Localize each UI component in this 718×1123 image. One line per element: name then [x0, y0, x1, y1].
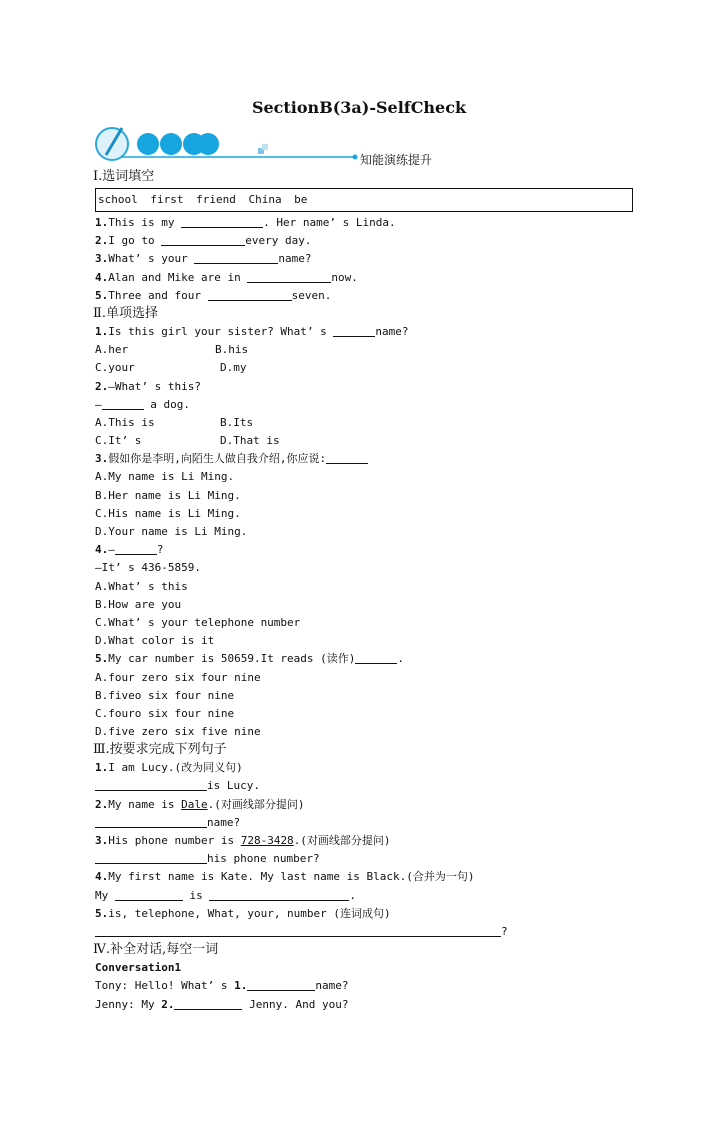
s2-q5: 5.My car number is 50659.It reads (读作) .: [95, 652, 405, 666]
s3-q2-answer: name?: [95, 814, 635, 832]
option-c[interactable]: C.It’ s: [95, 434, 142, 448]
answer-blank[interactable]: [355, 652, 397, 664]
answer-blank[interactable]: [95, 852, 207, 864]
option-b[interactable]: B.Its: [220, 415, 254, 429]
s2-q1-options-cd: [95, 359, 635, 377]
section-4-heading: Ⅳ.补全对话,每空一词: [93, 942, 219, 958]
answer-blank[interactable]: [247, 979, 315, 991]
s4-line-2: Jenny: My 2. Jenny. And you?: [95, 997, 349, 1011]
s2-q2-line2: — a dog.: [95, 397, 190, 411]
s1-item-3: 3.What’ s your name?: [95, 252, 312, 266]
answer-blank[interactable]: [95, 779, 207, 791]
option-c[interactable]: C.your: [95, 361, 135, 375]
answer-blank[interactable]: [208, 289, 292, 301]
answer-blank[interactable]: [102, 398, 144, 410]
option-a[interactable]: A.What’ s this: [95, 579, 188, 593]
answer-blank[interactable]: [326, 452, 368, 464]
s2-q2: 2.—What’ s this?: [95, 379, 201, 393]
worksheet: [95, 168, 635, 1014]
s3-q1-answer: is Lucy.: [95, 777, 635, 795]
option-b[interactable]: B.Her name is Li Ming.: [95, 488, 241, 502]
option-d[interactable]: D.Your name is Li Ming.: [95, 525, 248, 538]
option-c[interactable]: C.What’ s your telephone number: [95, 615, 301, 629]
option-b[interactable]: B.fiveo six four nine: [95, 688, 235, 702]
section-1-heading: Ⅰ.选词填空: [93, 169, 155, 184]
s2-q2-options-ab: [95, 414, 635, 432]
s4-line-1: Tony: Hello! What’ s 1. name?: [95, 979, 349, 993]
s3-q4-answer: My is .: [95, 888, 356, 902]
answer-blank[interactable]: [194, 252, 278, 264]
option-d[interactable]: D.five zero six five nine: [95, 725, 261, 739]
option-b[interactable]: B.his: [215, 343, 249, 357]
s3-q5: 5.is, telephone, What, your, number (连词成句): [95, 906, 391, 920]
option-a[interactable]: A.four zero six four nine: [95, 670, 261, 684]
answer-blank[interactable]: [247, 271, 331, 283]
s2-q4: 4.— ?: [95, 543, 164, 557]
s2-q3: 3.假如你是李明,向陌生人做自我介绍,你应说:: [95, 450, 635, 468]
answer-blank[interactable]: [115, 543, 157, 555]
page-title: SectionB(3a)-SelfCheck: [251, 98, 467, 117]
option-a[interactable]: A.her: [95, 343, 129, 357]
option-d[interactable]: D.That is: [220, 434, 280, 448]
option-c[interactable]: C.His name is Li Ming.: [95, 506, 241, 520]
s3-q2: 2.My name is Dale.(对画线部分提问): [95, 797, 305, 811]
answer-blank[interactable]: [95, 816, 207, 828]
s1-item-5: 5.Three and four seven.: [95, 288, 332, 302]
s2-q1-options-ab: [95, 341, 635, 359]
option-c[interactable]: C.fouro six four nine: [95, 706, 235, 720]
answer-blank[interactable]: [95, 925, 501, 937]
answer-blank[interactable]: [333, 325, 375, 337]
option-a[interactable]: A.My name is Li Ming.: [95, 470, 235, 484]
s3-q3-answer: his phone number?: [95, 850, 635, 868]
s3-q5-answer: ?: [95, 923, 635, 941]
conversation-title: Conversation1: [95, 961, 182, 975]
s2-q4-line2: —It’ s 436-5859.: [95, 561, 201, 575]
s1-item-4: 4.Alan and Mike are in now.: [95, 270, 358, 284]
answer-blank[interactable]: [181, 216, 263, 228]
answer-blank[interactable]: [174, 998, 242, 1010]
s3-q3: 3.His phone number is 728-3428.(对画线部分提问): [95, 834, 391, 847]
word-bank: school first friend China be: [95, 188, 633, 212]
option-d[interactable]: D.my: [220, 361, 247, 375]
answer-blank[interactable]: [161, 234, 245, 246]
option-a[interactable]: A.This is: [95, 415, 155, 429]
section-3-heading: Ⅲ.按要求完成下列句子: [93, 742, 227, 758]
answer-blank[interactable]: [115, 889, 183, 901]
s1-item-1: 1.This is my . Her name’ s Linda.: [95, 216, 396, 229]
option-b[interactable]: B.How are you: [95, 597, 182, 611]
s3-q4: 4.My first name is Kate. My last name is Black.(合并为一句): [95, 870, 475, 884]
section-2-heading: Ⅱ.单项选择: [93, 305, 158, 321]
option-d[interactable]: D.What color is it: [95, 634, 215, 648]
s1-item-2: 2.I go to every day.: [95, 234, 312, 248]
banner-label: 知能演练提升: [360, 153, 433, 167]
s2-q2-options-cd: [95, 432, 635, 450]
s2-q1: 1.Is this girl your sister? What’ s name?: [95, 324, 409, 338]
s3-q1: 1.I am Lucy.(改为同义句): [95, 761, 243, 775]
answer-blank[interactable]: [209, 889, 349, 901]
